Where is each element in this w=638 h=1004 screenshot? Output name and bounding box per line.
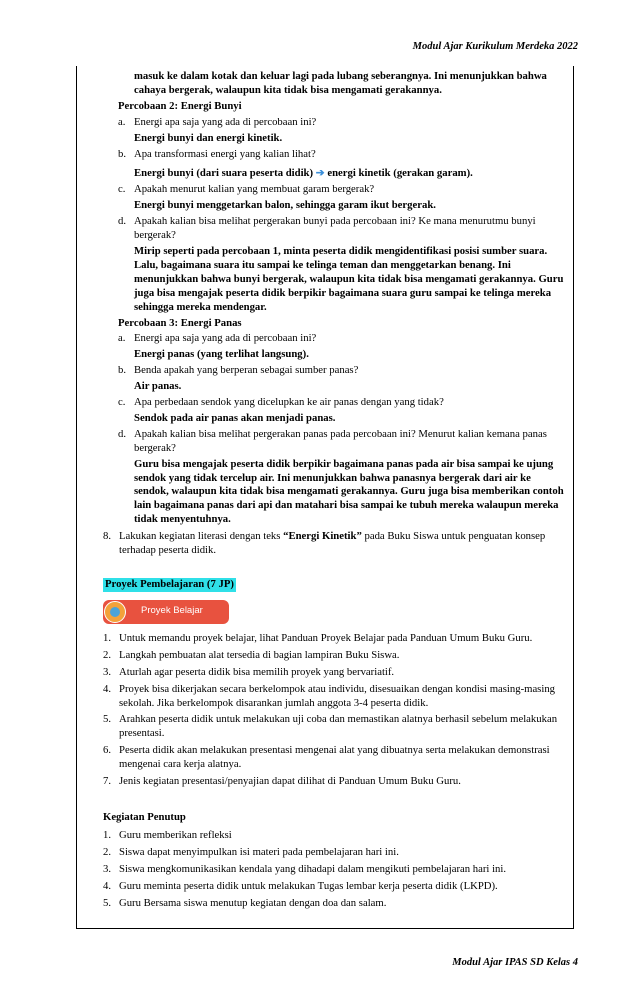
question — [103, 116, 565, 130]
continuation-text: masuk ke dalam kotak dan keluar lagi pada lubang seberangnya. Ini menunjukkan bahwa cahaya bergerak, walaupun kita tidak bisa mengamati gerakannya. — [134, 70, 547, 96]
question-marker: c. — [118, 396, 126, 409]
question — [103, 396, 565, 410]
question — [103, 215, 565, 243]
question-text: Apa perbedaan sendok yang dicelupkan ke air panas dengan yang tidak? — [134, 396, 444, 409]
penutup-section-title: Kegiatan Penutup — [103, 810, 186, 823]
percobaan-2-title: Percobaan 2: Energi Bunyi — [118, 99, 242, 112]
answer: Mirip seperti pada percobaan 1, minta peserta didik mengidentifikasi posisi sumber suara. Lalu, bagaimana suara itu sampai ke telinga teman dan menggetarkan benang. Ini menunjukkan bahwa bunyi bergerak, walaupun kita tidak bisa mengamati gerakannya. Guru juga bisa mengajak peserta didik berpikir bagaimana suara guru sampai ke telinga mereka sehingga mereka mendengar. — [134, 244, 564, 313]
list-item-text: Arahkan peserta didik untuk melakukan uji coba dan memastikan alatnya berhasil sebelum melakukan presentasi. — [119, 713, 558, 740]
project-icon — [104, 601, 126, 623]
list-marker: 3. — [103, 665, 112, 678]
question — [103, 183, 565, 197]
question-text: Benda apakah yang berperan sebagai sumber panas? — [134, 364, 359, 377]
list-item — [103, 897, 565, 911]
question-text: Apa transformasi energi yang kalian lihat? — [134, 147, 316, 160]
list-item — [103, 744, 565, 772]
text-part: Lakukan kegiatan literasi dengan teks — [119, 530, 284, 543]
answer-part: energi kinetik (gerakan garam). — [327, 167, 473, 180]
list-marker: 1. — [103, 631, 112, 644]
list-marker: 5. — [103, 713, 112, 726]
list-item-text: Untuk memandu proyek belajar, lihat Panduan Proyek Belajar pada Panduan Umum Buku Guru. — [119, 631, 533, 644]
proyek-belajar-badge — [103, 600, 229, 624]
answer-part: Energi bunyi (dari suara peserta didik) — [134, 167, 314, 180]
text-part: pada Buku Siswa untuk penguatan konsep terhadap peserta didik. — [119, 530, 546, 557]
question-text: Apakah menurut kalian yang membuat garam bergerak? — [134, 183, 375, 196]
question-marker: c. — [118, 183, 126, 196]
page-content — [103, 70, 565, 910]
question — [103, 148, 565, 162]
answer: Air panas. — [134, 380, 182, 393]
question-text: Energi apa saja yang ada di percobaan ini? — [134, 332, 317, 345]
question-text: Apakah kalian bisa melihat pergerakan bunyi pada percobaan ini? Ke mana menurutmu bunyi bergerak? — [134, 215, 536, 242]
answer — [103, 167, 565, 181]
list-item — [103, 775, 565, 789]
text-emphasis: “Energi Kinetik” — [283, 530, 362, 543]
badge-label: Proyek Belajar — [141, 604, 203, 616]
list-item-text: Aturlah agar peserta didik bisa memilih proyek yang bervariatif. — [119, 665, 395, 678]
list-item-text: Siswa mengkomunikasikan kendala yang dihadapi dalam mengikuti pembelajaran hari ini. — [119, 862, 507, 875]
list-item — [103, 713, 565, 741]
list-marker: 7. — [103, 775, 112, 788]
list-item — [103, 666, 565, 680]
list-marker: 4. — [103, 879, 112, 892]
list-item — [103, 632, 565, 646]
answer: Energi bunyi menggetarkan balon, sehingga garam ikut bergerak. — [134, 199, 436, 212]
list-item-text: Guru memberikan refleksi — [119, 828, 232, 841]
list-marker: 6. — [103, 744, 112, 757]
list-item-text: Guru Bersama siswa menutup kegiatan dengan doa dan salam. — [119, 896, 387, 909]
question-text: Apakah kalian bisa melihat pergerakan panas pada percobaan ini? Menurut kalian kemana panas bergerak? — [134, 427, 547, 454]
question — [103, 428, 565, 456]
question-marker: d. — [118, 215, 127, 228]
list-item-text: Proyek bisa dikerjakan secara berkelompok atau individu, disesuaikan dengan kondisi masing-masing sekolah. Jika berkelompok disarankan jumlah anggota 3-4 peserta didik. — [119, 682, 556, 709]
list-item-text: Peserta didik akan melakukan presentasi mengenai alat yang dibuatnya serta melakukan demonstrasi mengenai cara kerja alatnya. — [119, 744, 550, 771]
list-item-text: Langkah pembuatan alat tersedia di bagian lampiran Buku Siswa. — [119, 648, 400, 661]
question-text: Energi apa saja yang ada di percobaan ini? — [134, 115, 317, 128]
list-item — [103, 863, 565, 877]
list-item — [103, 829, 565, 843]
list-marker: 3. — [103, 862, 112, 875]
answer: Guru bisa mengajak peserta didik berpikir bagaimana panas pada air bisa sampai ke ujung sendok yang tidak tercelup air. Ini menunjukkan bahwa panasnya bergerak dari air ke sendok, walaupun kita tidak bisa mengamati gerakannya. Guru juga bisa memberikan contoh lain bagaimana panas dari api dan matahari bisa sampai ke tubuh mereka walaupun mereka tidak menyentuhnya. — [134, 457, 564, 526]
list-marker: 2. — [103, 648, 112, 661]
question-marker: b. — [118, 147, 127, 160]
list-item-text: Siswa dapat menyimpulkan isi materi pada pembelajaran hari ini. — [119, 845, 399, 858]
list-marker: 8. — [103, 530, 112, 543]
list-item-text: Guru meminta peserta didik untuk melakukan Tugas lembar kerja peserta didik (LKPD). — [119, 879, 498, 892]
question-marker: d. — [118, 427, 127, 440]
answer: Energi panas (yang terlihat langsung). — [134, 348, 309, 361]
proyek-list — [103, 632, 565, 789]
proyek-section-title: Proyek Pembelajaran (7 JP) — [105, 578, 234, 590]
list-marker: 1. — [103, 828, 112, 841]
answer: Sendok pada air panas akan menjadi panas. — [134, 411, 336, 424]
answer: Energi bunyi dan energi kinetik. — [134, 131, 283, 144]
question — [103, 364, 565, 378]
penutup-list — [103, 829, 565, 911]
list-marker: 2. — [103, 845, 112, 858]
list-item-text — [119, 530, 565, 558]
question-marker: b. — [118, 364, 127, 377]
page-footer: Modul Ajar IPAS SD Kelas 4 — [452, 957, 578, 968]
question-marker: a. — [118, 115, 126, 128]
question — [103, 332, 565, 346]
percobaan-3-title: Percobaan 3: Energi Panas — [118, 316, 242, 329]
list-item — [103, 530, 565, 558]
list-item — [103, 683, 565, 711]
list-item — [103, 880, 565, 894]
list-marker: 5. — [103, 896, 112, 909]
list-item — [103, 649, 565, 663]
question-marker: a. — [118, 332, 126, 345]
list-item — [103, 846, 565, 860]
page-header: Modul Ajar Kurikulum Merdeka 2022 — [412, 41, 578, 52]
arrow-right-icon: ➔ — [315, 167, 325, 180]
list-marker: 4. — [103, 682, 112, 695]
list-item-text: Jenis kegiatan presentasi/penyajian dapat dilihat di Panduan Umum Buku Guru. — [119, 775, 461, 788]
